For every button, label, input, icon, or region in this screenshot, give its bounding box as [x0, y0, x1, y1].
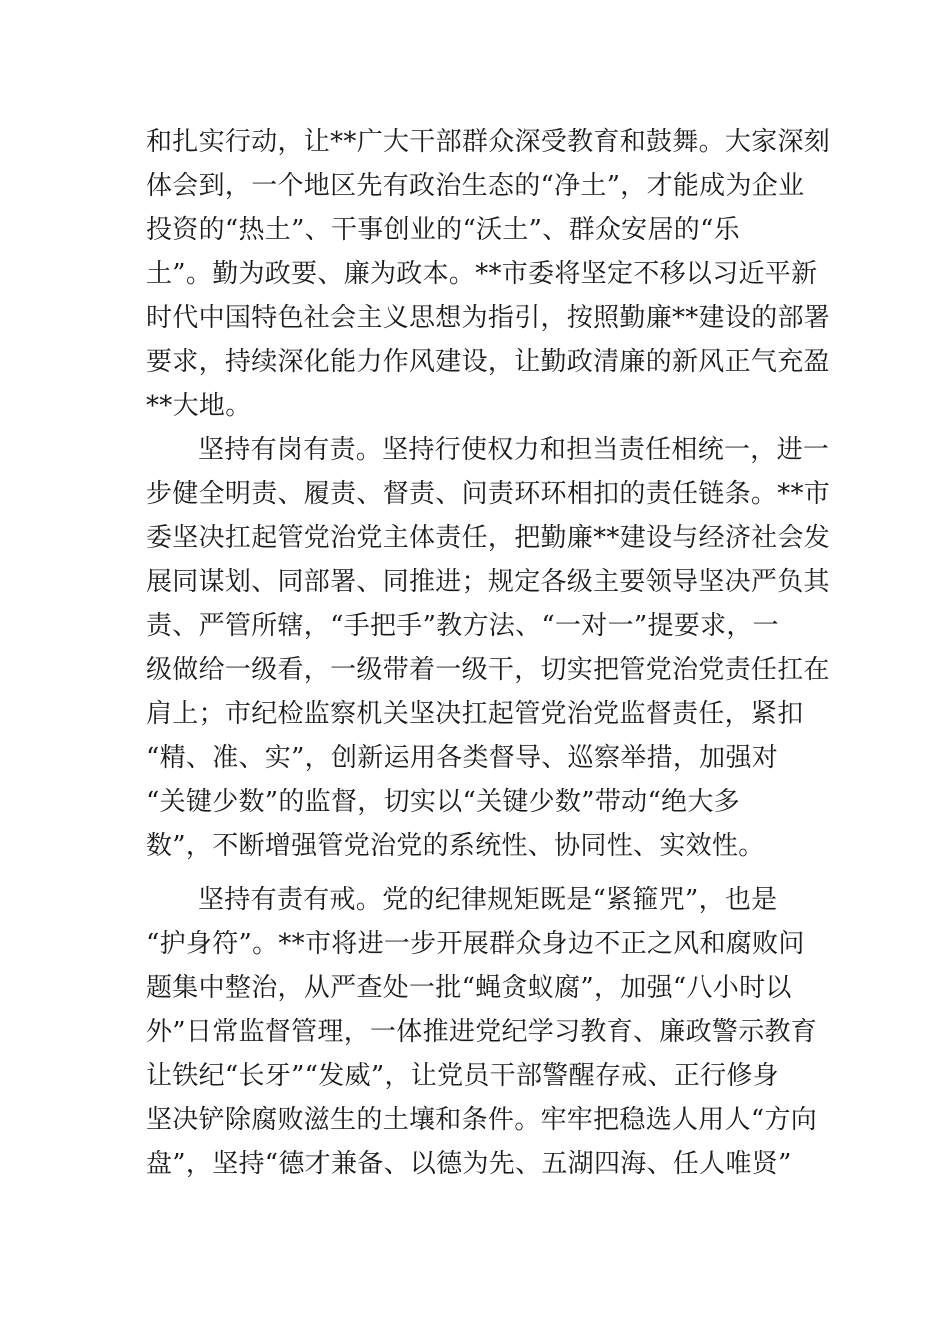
text-line: 委坚决扛起管党治党主体责任，把勤廉**建设与经济社会发 — [146, 523, 831, 553]
text-line: 土”。勤为政要、廉为政本。**市委将坚定不移以习近平新 — [146, 259, 818, 289]
text-line: 坚决铲除腐败滋生的土壤和条件。牢牢把稳选人用人“方向 — [146, 1105, 818, 1135]
text-line: 和扎实行动，让**广大干部群众深受教育和鼓舞。大家深刻 — [146, 127, 831, 157]
text-line: “护身符”。**市将进一步开展群众身边不正之风和腐败问 — [146, 929, 805, 959]
text-line: 投资的“热土”、干事创业的“沃土”、群众安居的“乐 — [146, 215, 740, 245]
text-line: 步健全明责、履责、督责、问责环环相扣的责任链条。**市 — [146, 479, 831, 509]
text-line: “关键少数”的监督，切实以“关键少数”带动“绝大多 — [146, 787, 740, 817]
text-line: 要求，持续深化能力作风建设，让勤政清廉的新风正气充盈 — [146, 347, 830, 377]
text-line: 责、严管所辖，“手把手”教方法、“一对一”提要求，一 — [146, 611, 779, 641]
text-line: 盘”，坚持“德才兼备、以德为先、五湖四海、任人唯贤” — [146, 1149, 792, 1179]
paragraph-heading-line: 坚持有责有戒。党的纪律规矩既是“紧箍咒”，也是 — [198, 885, 778, 915]
text-line: 数”，不断增强管党治党的系统性、协同性、实效性。 — [146, 831, 765, 861]
text-line: “精、准、实”，创新运用各类督导、巡察举措，加强对 — [146, 743, 779, 773]
text-line: 题集中整治，从严查处一批“蝇贪蚁腐”，加强“八小时以 — [146, 973, 792, 1003]
text-line: 外”日常监督管理，一体推进党纪学习教育、廉政警示教育 — [146, 1017, 818, 1047]
text-line: 时代中国特色社会主义思想为指引，按照勤廉**建设的部署 — [146, 303, 831, 333]
text-line: 让铁纪“长牙”“发威”，让党员干部警醒存戒、正行修身 — [146, 1061, 779, 1091]
text-line: 级做给一级看，一级带着一级干，切实把管党治党责任扛在 — [146, 655, 830, 685]
text-line: 肩上；市纪检监察机关坚决扛起管党治党监督责任，紧扣 — [146, 699, 804, 729]
text-line: 体会到，一个地区先有政治生态的“净土”，才能成为企业 — [146, 171, 805, 201]
text-line: **大地。 — [146, 391, 252, 421]
paragraph-heading-line: 坚持有岗有责。坚持行使权力和担当责任相统一，进一 — [198, 435, 830, 465]
text-line: 展同谋划、同部署、同推进；规定各级主要领导坚决严负其 — [146, 567, 830, 597]
